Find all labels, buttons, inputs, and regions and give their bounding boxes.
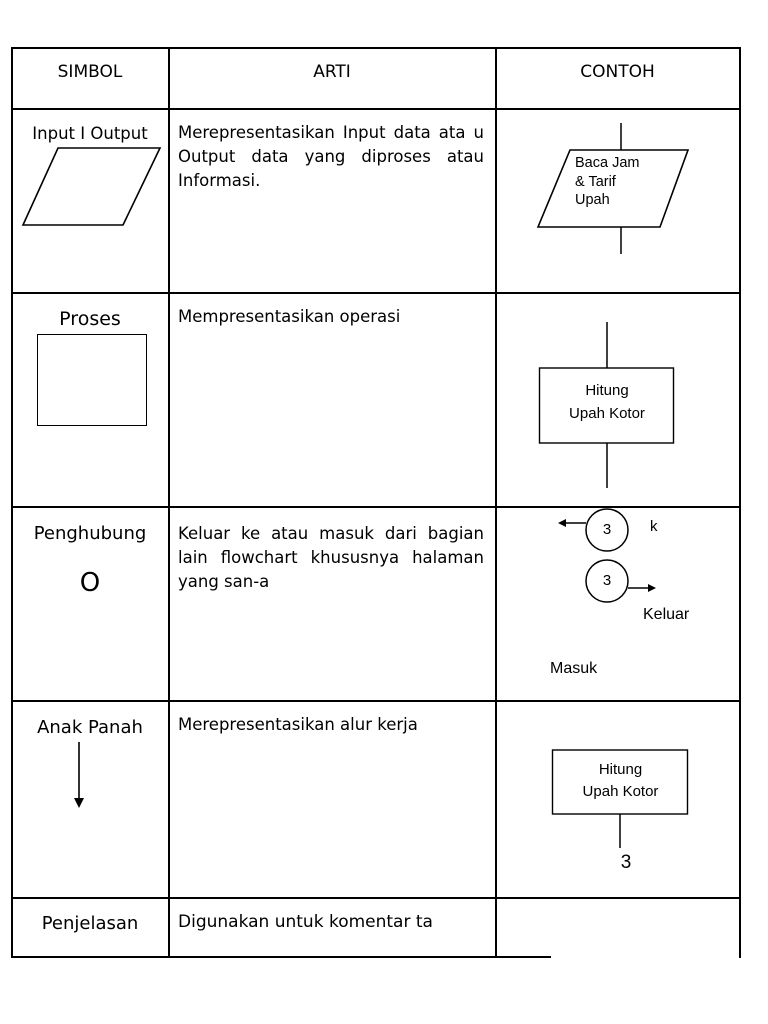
example-io-line3: Upah xyxy=(575,192,610,208)
example-arrow-line2: Upah Kotor xyxy=(582,783,659,800)
header-divider xyxy=(11,108,740,110)
example-io-line1: Baca Jam xyxy=(575,155,640,171)
parallelogram-icon xyxy=(20,145,165,230)
example-io-line2: & Tarif xyxy=(575,174,616,190)
meaning-proses: Mempresentasikan operasi xyxy=(178,307,401,326)
header-example: CONTOH xyxy=(580,62,655,82)
rectangle-icon xyxy=(37,334,147,426)
example-process-line1: Hitung xyxy=(585,382,629,399)
connector-label-masuk: Masuk xyxy=(550,660,598,677)
row-divider xyxy=(11,292,740,294)
symbol-label-penjelasan: Penjelasan xyxy=(41,913,139,934)
table-border-left xyxy=(11,47,13,958)
connector-mark: k xyxy=(650,518,658,535)
symbol-label-proses: Proses xyxy=(59,308,121,330)
down-arrow-icon xyxy=(72,740,86,810)
connector-number-out: 3 xyxy=(602,572,612,589)
connector-label-keluar: Keluar xyxy=(643,606,690,623)
example-input-output-flow xyxy=(530,120,700,260)
connector-number-in: 3 xyxy=(602,521,612,538)
table-border-right xyxy=(739,47,741,958)
meaning-penjelasan: Digunakan untuk komentar ta xyxy=(178,912,433,932)
table-border-top xyxy=(11,47,740,49)
symbol-label-penghubung: Penghubung xyxy=(33,523,147,544)
example-process-line2: Upah Kotor xyxy=(569,405,645,422)
column-divider xyxy=(495,47,497,958)
meaning-penghubung: Keluar ke atau masuk dari bagian lain flowchart khususnya halaman yang san-a xyxy=(178,524,484,591)
example-arrow-line1: Hitung xyxy=(598,761,643,778)
symbol-label-anak-panah: Anak Panah xyxy=(37,717,143,738)
header-symbol: SIMBOL xyxy=(57,62,123,82)
example-arrow-number: 3 xyxy=(620,852,632,873)
symbol-label-input-output: Input I Output xyxy=(32,124,148,143)
table-border-bottom xyxy=(11,956,551,958)
row-divider xyxy=(11,897,740,899)
header-meaning: ARTI xyxy=(313,62,351,82)
row-divider xyxy=(11,700,740,702)
connector-glyph: O xyxy=(79,568,101,598)
column-divider xyxy=(168,47,170,958)
meaning-input-output: Merepresentasikan Input data ata u Output data yang diproses atau Informasi. xyxy=(178,123,484,190)
meaning-anak-panah: Merepresentasikan alur kerja xyxy=(178,715,418,734)
